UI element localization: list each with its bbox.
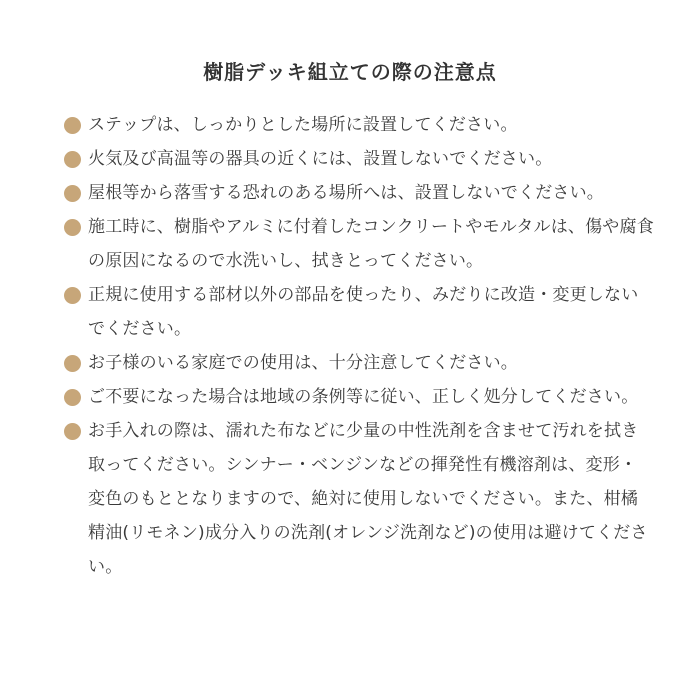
caution-text: 施工時に、樹脂やアルミに付着したコンクリートやモルタルは、傷や腐食の原因になるので水洗いし、拭きとってください。 [88,217,654,271]
caution-list [64,108,654,584]
circle-bullet-icon [64,117,81,134]
caution-text: 火気及び高温等の器具の近くには、設置しないでください。 [88,149,553,169]
caution-item [64,108,654,142]
page-title: 樹脂デッキ組立ての際の注意点 [203,60,497,84]
circle-bullet-icon [64,389,81,406]
caution-text: 屋根等から落雪する恐れのある場所へは、設置しないでください。 [88,183,604,203]
caution-text: お子様のいる家庭での使用は、十分注意してください。 [88,353,518,373]
caution-item [64,278,654,346]
circle-bullet-icon [64,185,81,202]
caution-item [64,142,654,176]
caution-item [64,414,654,584]
circle-bullet-icon [64,151,81,168]
caution-item [64,346,654,380]
caution-text: お手入れの際は、濡れた布などに少量の中性洗剤を含ませて汚れを拭き取ってください。シンナー・ベンジンなどの揮発性有機溶剤は、変形・変色のもととなりますので、絶対に使用しないでください。また、柑橘精油(リモネン)成分入りの洗剤(オレンジ洗剤など)の使用は避けてください。 [88,421,648,577]
caution-item [64,176,654,210]
caution-text: 正規に使用する部材以外の部品を使ったり、みだりに改造・変更しないでください。 [88,285,639,339]
circle-bullet-icon [64,423,81,440]
circle-bullet-icon [64,355,81,372]
circle-bullet-icon [64,219,81,236]
caution-text: ご不要になった場合は地域の条例等に従い、正しく処分してください。 [88,387,639,407]
caution-text: ステップは、しっかりとした場所に設置してください。 [88,115,518,135]
caution-item [64,380,654,414]
caution-item [64,210,654,278]
circle-bullet-icon [64,287,81,304]
